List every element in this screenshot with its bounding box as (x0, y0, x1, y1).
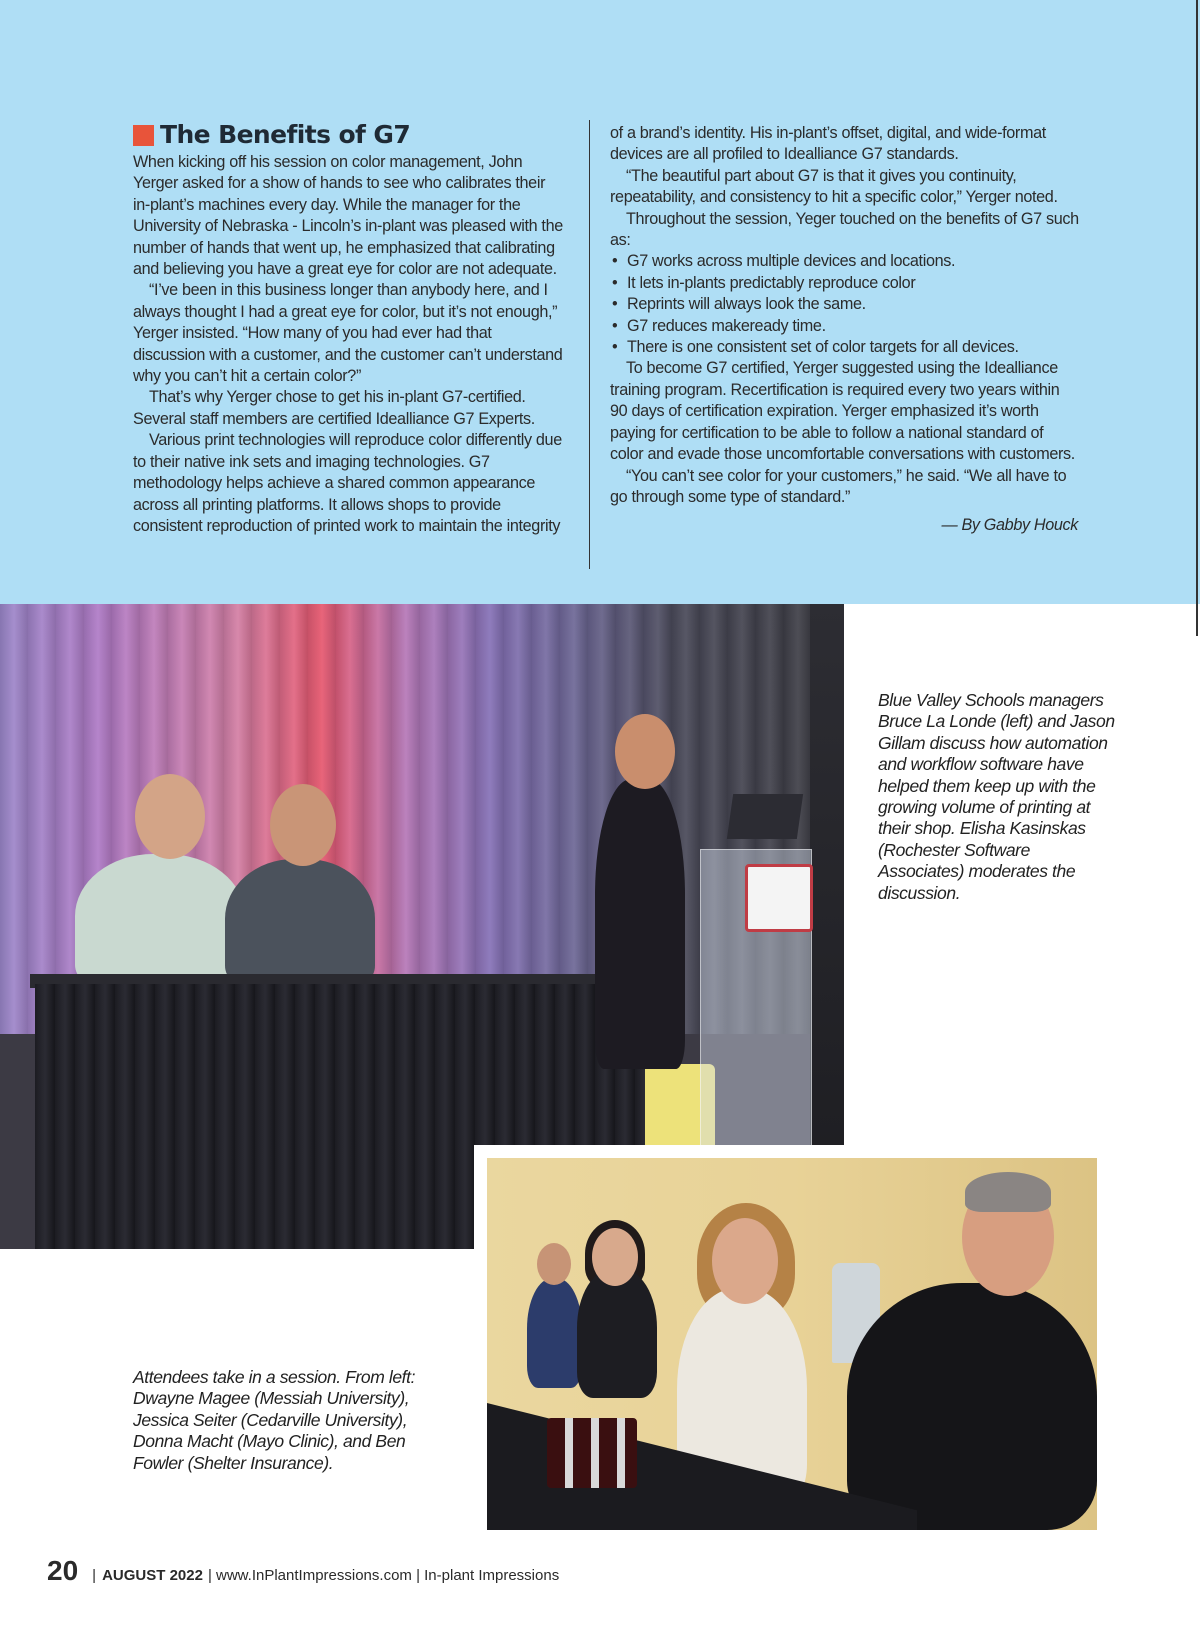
column-divider (589, 120, 590, 569)
panel-photo-caption: Blue Valley Schools managers Bruce La Londe (left) and Jason Gillam discuss how automation and workflow software have helped them keep up with the growing volume of printing at their shop. Elisha Kasinskas (Rochester Software Associates) moderates the discussion. (878, 690, 1115, 903)
panelist-right (225, 859, 375, 989)
footer-separator: | (92, 1567, 97, 1584)
heading-square-icon (133, 125, 154, 146)
panelist-right-head (270, 784, 336, 866)
list-item: • G7 works across multiple devices and locations. (610, 251, 1080, 272)
body-paragraph: That’s why Yerger chose to get his in-plant G7-certified. Several staff members are certified Idealliance G7 Experts. (133, 388, 535, 428)
attendee-1 (527, 1278, 582, 1388)
panelist-left (75, 854, 245, 989)
body-paragraph: When kicking off his session on color management, John Yerger asked for a show of hands to see who calibrates their in-plant’s machines every day. While the manager for the University of Nebraska - Lincoln’s in-plant was pleased with the number of hands that went up, he emphasized that calibrating and believing you have a great eye for color are not adequate. (133, 153, 563, 279)
benefits-list (610, 251, 1080, 358)
list-item: • Reprints will always look the same. (610, 294, 1080, 315)
body-paragraph: To become G7 certified, Yerger suggested using the Idealliance training program. Recertification is required every two years within 90 days of certification expiration. Yerger emphasized it’s worth paying for certification to be able to follow a national standard of color and evade those uncomfortable conversations with customers. (610, 359, 1075, 464)
body-paragraph: “You can’t see color for your customers,” he said. “We all have to go through some type of standard.” (610, 466, 1067, 506)
laptop (727, 794, 803, 839)
attendees-photo (487, 1158, 1097, 1530)
attendee-3-head (712, 1218, 778, 1304)
page-footer (47, 1555, 559, 1587)
attendee-2-head (592, 1228, 638, 1286)
body-paragraph: Various print technologies will reproduce color differently due to their native ink sets and imaging technologies. G7 methodology helps achieve a shared common appearance across all printing platforms. It allows shops to provide consistent reproduction of printed work to maintain the integrity (133, 431, 562, 535)
page-edge-rule (1196, 0, 1198, 636)
attendee-4 (847, 1283, 1097, 1530)
footer-publication: | www.InPlantImpressions.com | In-plant Impressions (207, 1567, 560, 1584)
moderator-head (615, 714, 675, 789)
heading-row (133, 120, 563, 150)
section-heading: The Benefits of G7 (160, 120, 411, 149)
attendee-2 (577, 1268, 657, 1398)
podium-logo (745, 864, 813, 932)
list-item: • It lets in-plants predictably reproduce color (610, 273, 1080, 294)
panelist-left-head (135, 774, 205, 859)
attendee-4-hair (965, 1172, 1051, 1212)
body-paragraph: “I’ve been in this business longer than anybody here, and I always thought I had a great eye for color, but it’s not enough,” Yerger insisted. “How many of you had ever had that discussion with a customer, and the customer can’t understand why you can’t hit a certain color?” (133, 281, 563, 386)
attendee-1-head (537, 1243, 571, 1285)
soda-bottles (547, 1418, 637, 1488)
attendees-photo-caption: Attendees take in a session. From left: Dwayne Magee (Messiah University), Jessica Seiter (Cedarville University), Donna Macht (Mayo Clinic), and Ben Fowler (Shelter Insurance). (133, 1367, 416, 1473)
body-paragraph: Throughout the session, Yeger touched on the benefits of G7 such as: (610, 209, 1079, 250)
list-item: • G7 reduces makeready time. (610, 316, 1080, 337)
list-item: • There is one consistent set of color targets for all devices. (610, 337, 1080, 358)
footer-issue: AUGUST 2022 (102, 1567, 203, 1584)
body-paragraph: “The beautiful part about G7 is that it gives you continuity, repeatability, and consistency to hit a specific color,” Yerger noted. (610, 166, 1058, 207)
sidebar-left-column (133, 120, 563, 537)
body-paragraph: of a brand’s identity. His in-plant’s offset, digital, and wide-format devices are all profiled to Idealliance G7 standards. (610, 124, 1046, 164)
byline: — By Gabby Houck (941, 516, 1078, 535)
sidebar-right-column (610, 123, 1080, 537)
moderator (595, 779, 685, 1069)
page-number: 20 (47, 1555, 79, 1586)
